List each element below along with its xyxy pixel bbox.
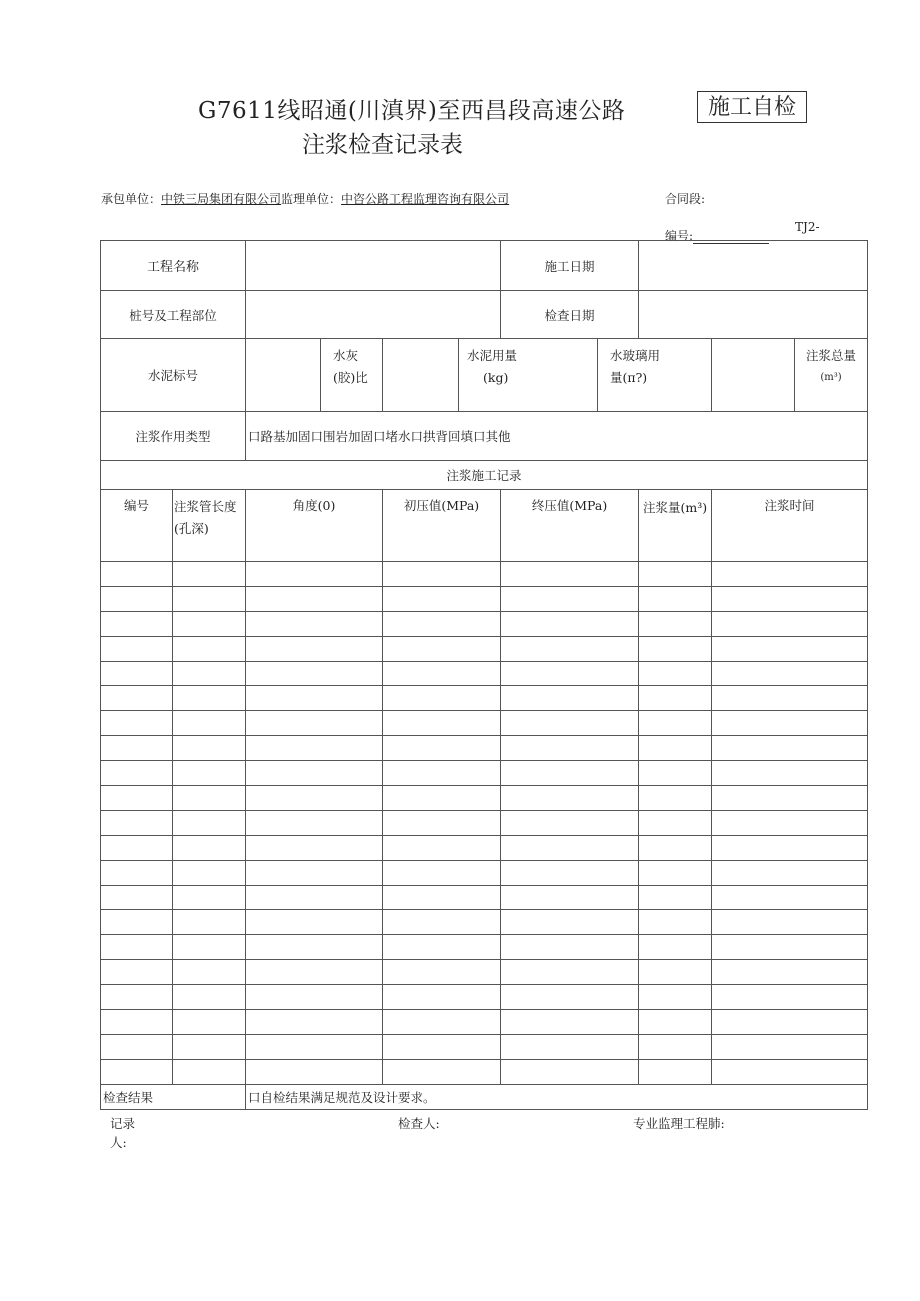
inspection-date-label: 检查日期	[501, 291, 639, 339]
record-cell[interactable]	[712, 810, 868, 835]
record-cell[interactable]	[101, 910, 173, 935]
record-cell[interactable]	[383, 711, 501, 736]
result-label: 检查结果	[101, 1084, 246, 1109]
record-cell[interactable]	[173, 1059, 246, 1084]
record-cell[interactable]	[501, 810, 639, 835]
table-row	[101, 885, 868, 910]
record-cell[interactable]	[639, 736, 712, 761]
construction-date-label: 施工日期	[501, 241, 639, 291]
record-cell[interactable]	[246, 736, 383, 761]
record-cell[interactable]	[101, 860, 173, 885]
record-cell[interactable]	[383, 910, 501, 935]
record-cell[interactable]	[501, 860, 639, 885]
record-cell[interactable]	[246, 636, 383, 661]
record-cell[interactable]	[246, 761, 383, 786]
record-cell[interactable]	[712, 960, 868, 985]
record-cell[interactable]	[173, 985, 246, 1010]
table-row	[101, 935, 868, 960]
record-cell[interactable]	[173, 1010, 246, 1035]
record-cell[interactable]	[712, 1034, 868, 1059]
record-cell[interactable]	[712, 586, 868, 611]
number-value: TJ2-	[795, 220, 820, 234]
record-cell[interactable]	[639, 711, 712, 736]
record-cell[interactable]	[501, 1059, 639, 1084]
table-row	[101, 586, 868, 611]
table-row	[101, 1034, 868, 1059]
record-cell[interactable]	[246, 562, 383, 587]
record-cell[interactable]	[639, 985, 712, 1010]
supervisor-label: 监理单位：	[281, 192, 342, 206]
record-cell[interactable]	[173, 960, 246, 985]
grout-total-label: 注浆总量 (m³)	[795, 339, 868, 412]
record-cell[interactable]	[383, 885, 501, 910]
project-name-cell[interactable]	[246, 241, 501, 291]
record-cell[interactable]	[246, 786, 383, 811]
record-cell[interactable]	[501, 885, 639, 910]
record-cell[interactable]	[383, 810, 501, 835]
record-cell[interactable]	[101, 1010, 173, 1035]
record-cell[interactable]	[383, 636, 501, 661]
record-cell[interactable]	[383, 761, 501, 786]
record-cell[interactable]	[173, 810, 246, 835]
record-cell[interactable]	[101, 985, 173, 1010]
construction-date-cell[interactable]	[639, 241, 868, 291]
record-cell[interactable]	[712, 686, 868, 711]
record-cell[interactable]	[712, 860, 868, 885]
record-cell[interactable]	[712, 786, 868, 811]
number-label: 编号:	[665, 229, 694, 243]
record-cell[interactable]	[173, 885, 246, 910]
record-cell[interactable]	[639, 910, 712, 935]
table-row	[101, 686, 868, 711]
water-glass-label: 水玻璃用 量(π?)	[598, 339, 712, 412]
record-cell[interactable]	[639, 1034, 712, 1059]
col-grout-time-header: 注浆时间	[712, 490, 868, 562]
table-row	[101, 810, 868, 835]
grout-type-options[interactable]: 口路基加固口围岩加固口堵水口拱背回填口其他	[246, 412, 868, 461]
record-cell[interactable]	[383, 1034, 501, 1059]
record-cell[interactable]	[712, 985, 868, 1010]
supervisor-value: 中咨公路工程监理咨询有限公司	[341, 192, 510, 206]
record-cell[interactable]	[712, 910, 868, 935]
record-cell[interactable]	[173, 736, 246, 761]
record-cell[interactable]	[173, 661, 246, 686]
record-cell[interactable]	[246, 860, 383, 885]
cement-grade-label: 水泥标号	[101, 339, 246, 412]
record-cell[interactable]	[101, 810, 173, 835]
record-cell[interactable]	[101, 562, 173, 587]
record-cell[interactable]	[101, 960, 173, 985]
col-no-header: 编号	[101, 490, 173, 562]
record-cell[interactable]	[173, 611, 246, 636]
record-cell[interactable]	[501, 736, 639, 761]
record-cell[interactable]	[383, 960, 501, 985]
record-cell[interactable]	[173, 860, 246, 885]
wc-ratio-label: 水灰 (胶)比	[321, 339, 383, 412]
inspector-label: 检查人:	[398, 1116, 440, 1131]
table-row	[101, 1010, 868, 1035]
record-cell[interactable]	[383, 935, 501, 960]
record-cell[interactable]	[639, 686, 712, 711]
record-cell[interactable]	[501, 636, 639, 661]
record-cell[interactable]	[173, 786, 246, 811]
record-cell[interactable]	[246, 985, 383, 1010]
record-cell[interactable]	[246, 910, 383, 935]
record-cell[interactable]	[101, 736, 173, 761]
record-cell[interactable]	[246, 810, 383, 835]
record-cell[interactable]	[173, 636, 246, 661]
self-inspection-stamp: 施工自检	[697, 91, 807, 123]
record-cell[interactable]	[501, 1034, 639, 1059]
record-cell[interactable]	[101, 761, 173, 786]
record-cell[interactable]	[173, 711, 246, 736]
contract-section-label: 合同段:	[665, 192, 706, 206]
water-glass-cell[interactable]	[712, 339, 795, 412]
record-cell[interactable]	[101, 1059, 173, 1084]
record-cell[interactable]	[173, 686, 246, 711]
record-cell[interactable]	[101, 711, 173, 736]
record-cell[interactable]	[639, 885, 712, 910]
record-cell[interactable]	[712, 761, 868, 786]
record-cell[interactable]	[383, 736, 501, 761]
record-cell[interactable]	[639, 586, 712, 611]
table-row	[101, 761, 868, 786]
record-cell[interactable]	[712, 562, 868, 587]
record-cell[interactable]	[173, 761, 246, 786]
record-cell[interactable]	[173, 835, 246, 860]
grouting-inspection-table	[100, 240, 868, 1110]
record-cell[interactable]	[383, 835, 501, 860]
record-cell[interactable]	[101, 661, 173, 686]
record-cell[interactable]	[501, 562, 639, 587]
contractor-label: 承包单位：	[101, 192, 162, 206]
record-cell[interactable]	[246, 960, 383, 985]
record-cell[interactable]	[173, 910, 246, 935]
station-label: 桩号及工程部位	[101, 291, 246, 339]
table-row	[101, 860, 868, 885]
record-cell[interactable]	[246, 1059, 383, 1084]
record-cell[interactable]	[639, 562, 712, 587]
record-section-title: 注浆施工记录	[101, 461, 868, 490]
record-cell[interactable]	[501, 586, 639, 611]
record-cell[interactable]	[639, 935, 712, 960]
record-cell[interactable]	[639, 611, 712, 636]
col-grout-amount-header: 注浆量(m³)	[639, 490, 712, 562]
table-row	[101, 1059, 868, 1084]
record-cell[interactable]	[101, 1034, 173, 1059]
record-cell[interactable]	[501, 935, 639, 960]
engineer-label: 专业监理工程肺:	[633, 1116, 725, 1131]
record-cell[interactable]	[501, 761, 639, 786]
record-cell[interactable]	[639, 761, 712, 786]
record-cell[interactable]	[501, 661, 639, 686]
record-cell[interactable]	[712, 636, 868, 661]
table-row	[101, 562, 868, 587]
record-cell[interactable]	[383, 611, 501, 636]
col-initial-pressure-header: 初压值(MPa)	[383, 490, 501, 562]
record-cell[interactable]	[246, 686, 383, 711]
record-cell[interactable]	[383, 1059, 501, 1084]
col-final-pressure-header: 终压值(MPa)	[501, 490, 639, 562]
station-cell[interactable]	[246, 291, 501, 339]
table-row	[101, 910, 868, 935]
record-cell[interactable]	[383, 786, 501, 811]
record-cell[interactable]	[639, 960, 712, 985]
record-cell[interactable]	[101, 786, 173, 811]
record-cell[interactable]	[246, 611, 383, 636]
project-name-label: 工程名称	[101, 241, 246, 291]
record-cell[interactable]	[383, 1010, 501, 1035]
record-cell[interactable]	[501, 1010, 639, 1035]
record-cell[interactable]	[712, 711, 868, 736]
record-cell[interactable]	[246, 661, 383, 686]
record-cell[interactable]	[383, 586, 501, 611]
record-cell[interactable]	[712, 611, 868, 636]
record-cell[interactable]	[501, 786, 639, 811]
contractor-value: 中铁三局集团有限公司	[161, 192, 282, 206]
record-cell[interactable]	[383, 562, 501, 587]
title-line-2: 注浆检查记录表	[302, 132, 463, 158]
record-cell[interactable]	[501, 611, 639, 636]
table-row	[101, 835, 868, 860]
table-row	[101, 736, 868, 761]
record-cell[interactable]	[173, 586, 246, 611]
record-cell[interactable]	[101, 586, 173, 611]
col-pipe-length-header: 注浆管长度 (孔深)	[173, 490, 246, 562]
record-cell[interactable]	[101, 935, 173, 960]
inspection-date-cell[interactable]	[639, 291, 868, 339]
table-row	[101, 711, 868, 736]
record-cell[interactable]	[246, 935, 383, 960]
record-cell[interactable]	[639, 810, 712, 835]
table-row	[101, 661, 868, 686]
record-cell[interactable]	[501, 711, 639, 736]
record-cell[interactable]	[101, 835, 173, 860]
table-row	[101, 985, 868, 1010]
record-cell[interactable]	[639, 1059, 712, 1084]
record-cell[interactable]	[639, 786, 712, 811]
record-cell[interactable]	[639, 636, 712, 661]
record-cell[interactable]	[639, 1010, 712, 1035]
record-cell[interactable]	[712, 1010, 868, 1035]
col-angle-header: 角度(0)	[246, 490, 383, 562]
record-cell[interactable]	[101, 611, 173, 636]
record-cell[interactable]	[712, 661, 868, 686]
title-line-1: G7611线昭通(川滇界)至西昌段高速公路	[198, 98, 626, 124]
record-cell[interactable]	[501, 960, 639, 985]
cement-amount-label: 水泥用量 (kg)	[459, 339, 598, 412]
record-cell[interactable]	[639, 835, 712, 860]
record-cell[interactable]	[173, 1034, 246, 1059]
record-cell[interactable]	[712, 835, 868, 860]
record-cell[interactable]	[383, 661, 501, 686]
result-value[interactable]: 口自检结果满足规范及设计要求。	[246, 1084, 868, 1109]
record-cell[interactable]	[101, 686, 173, 711]
record-cell[interactable]	[173, 562, 246, 587]
record-cell[interactable]	[173, 935, 246, 960]
record-cell[interactable]	[501, 910, 639, 935]
table-row	[101, 786, 868, 811]
record-cell[interactable]	[246, 1034, 383, 1059]
record-cell[interactable]	[712, 885, 868, 910]
record-cell[interactable]	[246, 711, 383, 736]
record-cell[interactable]	[501, 835, 639, 860]
table-row	[101, 636, 868, 661]
cement-grade-cell[interactable]	[246, 339, 321, 412]
table-row	[101, 611, 868, 636]
record-cell[interactable]	[246, 1010, 383, 1035]
record-cell[interactable]	[712, 1059, 868, 1084]
record-cell[interactable]	[639, 860, 712, 885]
contractor-line	[101, 190, 509, 207]
recorder-label: 记录 人:	[110, 1116, 136, 1150]
record-rows	[101, 562, 868, 1085]
record-cell[interactable]	[639, 661, 712, 686]
record-cell[interactable]	[383, 686, 501, 711]
record-cell[interactable]	[501, 985, 639, 1010]
record-cell[interactable]	[101, 636, 173, 661]
grout-type-label: 注浆作用类型	[101, 412, 246, 461]
record-cell[interactable]	[246, 835, 383, 860]
table-row	[101, 960, 868, 985]
record-cell[interactable]	[501, 686, 639, 711]
record-cell[interactable]	[383, 860, 501, 885]
record-cell[interactable]	[246, 885, 383, 910]
record-cell[interactable]	[383, 985, 501, 1010]
record-cell[interactable]	[712, 935, 868, 960]
record-cell[interactable]	[712, 736, 868, 761]
wc-ratio-cell[interactable]	[383, 339, 459, 412]
record-cell[interactable]	[101, 885, 173, 910]
record-cell[interactable]	[246, 586, 383, 611]
